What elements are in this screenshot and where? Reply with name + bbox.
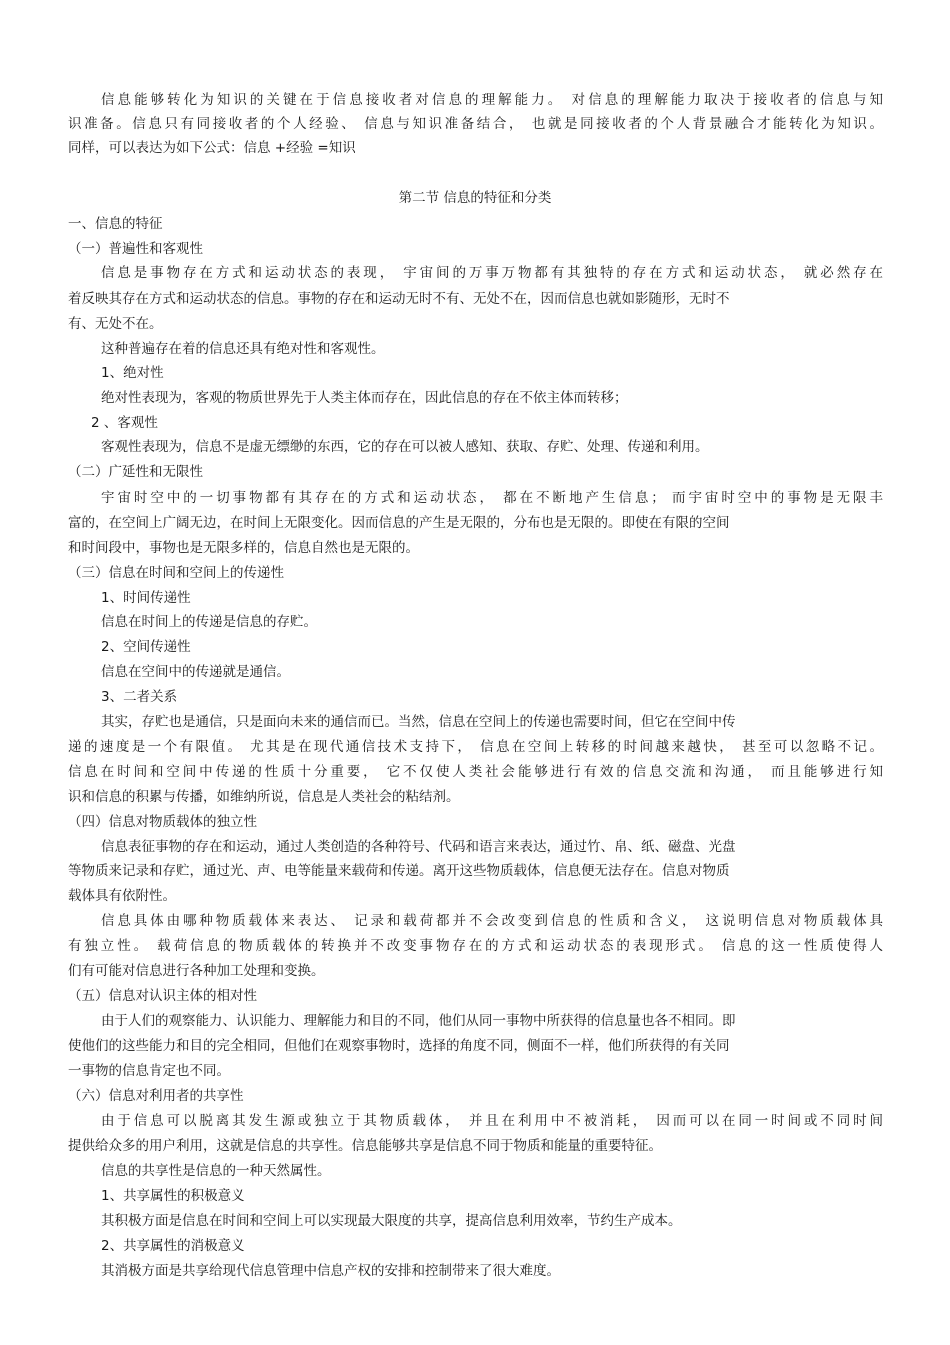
paragraph-line: 客观性表现为，信息不是虚无缥缈的东西，它的存在可以被人感知、获取、存贮、处理、传递和利用。 — [101, 439, 709, 455]
heading-level-2: （一）普遍性和客观性 — [68, 241, 203, 257]
heading-level-2: （四）信息对物质载体的独立性 — [68, 814, 257, 830]
paragraph-line: 信息是事物存在方式和运动状态的表现， 宇宙间的万事万物都有其独特的存在方式和运动状态， 就必然存在 — [101, 265, 883, 281]
heading-level-2: （三）信息在时间和空间上的传递性 — [68, 565, 284, 581]
paragraph-line: 有独立性。 载荷信息的物质载体的转换并不改变事物存在的方式和运动状态的表现形式。 信息的这一性质使得人 — [68, 938, 883, 954]
paragraph-line: 有、无处不在。 — [68, 316, 163, 332]
paragraph-line: 信息的共享性是信息的一种天然属性。 — [101, 1163, 331, 1179]
paragraph-line: 信息表征事物的存在和运动，通过人类创造的各种符号、代码和语言来表达，通过竹、帛、纸、磁盘、光盘 — [101, 839, 736, 855]
paragraph-line: 着反映其存在方式和运动状态的信息。事物的存在和运动无时不有、无处不在，因而信息也就如影随形，无时不 — [68, 291, 730, 307]
heading-level-1: 一、信息的特征 — [68, 216, 163, 232]
heading-level-3: 2、共享属性的消极意义 — [101, 1238, 245, 1254]
paragraph-line: 这种普遍存在着的信息还具有绝对性和客观性。 — [101, 341, 385, 357]
section-title: 第二节 信息的特征和分类 — [398, 190, 552, 206]
paragraph-line: 其积极方面是信息在时间和空间上可以实现最大限度的共享，提高信息利用效率，节约生产成本。 — [101, 1213, 682, 1229]
paragraph-line: 使他们的这些能力和目的完全相同，但他们在观察事物时，选择的角度不同，侧面不一样，他们所获得的有关同 — [68, 1038, 730, 1054]
heading-level-3: 1、绝对性 — [101, 365, 164, 381]
paragraph-line: 绝对性表现为，客观的物质世界先于人类主体而存在，因此信息的存在不依主体而转移； — [101, 390, 628, 406]
paragraph-line: 识准备。信息只有同接收者的个人经验、 信息与知识准备结合， 也就是同接收者的个人背景融合才能转化为知识。 — [68, 116, 883, 132]
paragraph-line: 其消极方面是共享给现代信息管理中信息产权的安排和控制带来了很大难度。 — [101, 1263, 560, 1279]
paragraph-line: 信息能够转化为知识的关键在于信息接收者对信息的理解能力。 对信息的理解能力取决于接收者的信息与知 — [101, 92, 883, 108]
heading-level-3: 1、时间传递性 — [101, 590, 191, 606]
heading-level-2: （二）广延性和无限性 — [68, 464, 203, 480]
paragraph-line: 识和信息的积累与传播，如维纳所说，信息是人类社会的粘结剂。 — [68, 789, 460, 805]
paragraph-line: 其实，存贮也是通信，只是面向未来的通信而已。当然，信息在空间上的传递也需要时间，但它在空间中传 — [101, 714, 736, 730]
heading-level-2: （五）信息对认识主体的相对性 — [68, 988, 257, 1004]
paragraph-line: 信息在空间中的传递就是通信。 — [101, 664, 290, 680]
paragraph-line: 由于人们的观察能力、认识能力、理解能力和目的不同，他们从同一事物中所获得的信息量也各不相同。即 — [101, 1013, 736, 1029]
paragraph-line: 由于信息可以脱离其发生源或独立于其物质载体， 并且在利用中不被消耗， 因而可以在同一时间或不同时间 — [101, 1113, 883, 1129]
heading-level-3: 2、空间传递性 — [101, 639, 191, 655]
paragraph-line: 一事物的信息肯定也不同。 — [68, 1063, 230, 1079]
heading-level-3: 1、共享属性的积极意义 — [101, 1188, 245, 1204]
heading-level-3: 3、二者关系 — [101, 689, 178, 705]
paragraph-line: 信息在时间上的传递是信息的存贮。 — [101, 614, 317, 630]
heading-level-2: （六）信息对利用者的共享性 — [68, 1088, 244, 1104]
paragraph-line: 载体具有依附性。 — [68, 888, 176, 904]
paragraph-line: 宇宙时空中的一切事物都有其存在的方式和运动状态， 都在不断地产生信息； 而宇宙时空中的事物是无限丰 — [101, 490, 883, 506]
paragraph-line: 递的速度是一个有限值。 尤其是在现代通信技术支持下， 信息在空间上转移的时间越来越快， 甚至可以忽略不记。 — [68, 739, 883, 755]
paragraph-line: 和时间段中，事物也是无限多样的，信息自然也是无限的。 — [68, 540, 419, 556]
heading-level-3: 2 、客观性 — [91, 415, 158, 431]
paragraph-line: 信息在时间和空间中传递的性质十分重要， 它不仅使人类社会能够进行有效的信息交流和沟通， 而且能够进行知 — [68, 764, 883, 780]
paragraph-line: 信息具体由哪种物质载体来表达、 记录和载荷都并不会改变到信息的性质和含义， 这说明信息对物质载体具 — [101, 913, 883, 929]
paragraph-line: 们有可能对信息进行各种加工处理和变换。 — [68, 963, 325, 979]
paragraph-line: 提供给众多的用户利用，这就是信息的共享性。信息能够共享是信息不同于物质和能量的重要特征。 — [68, 1138, 662, 1154]
paragraph-line: 等物质来记录和存贮，通过光、声、电等能量来载荷和传递。离开这些物质载体，信息便无法存在。信息对物质 — [68, 863, 730, 879]
paragraph-line: 同样，可以表达为如下公式：信息 +经验 =知识 — [68, 140, 356, 156]
paragraph-line: 富的，在空间上广阔无边，在时间上无限变化。因而信息的产生是无限的，分布也是无限的。即使在有限的空间 — [68, 515, 730, 531]
